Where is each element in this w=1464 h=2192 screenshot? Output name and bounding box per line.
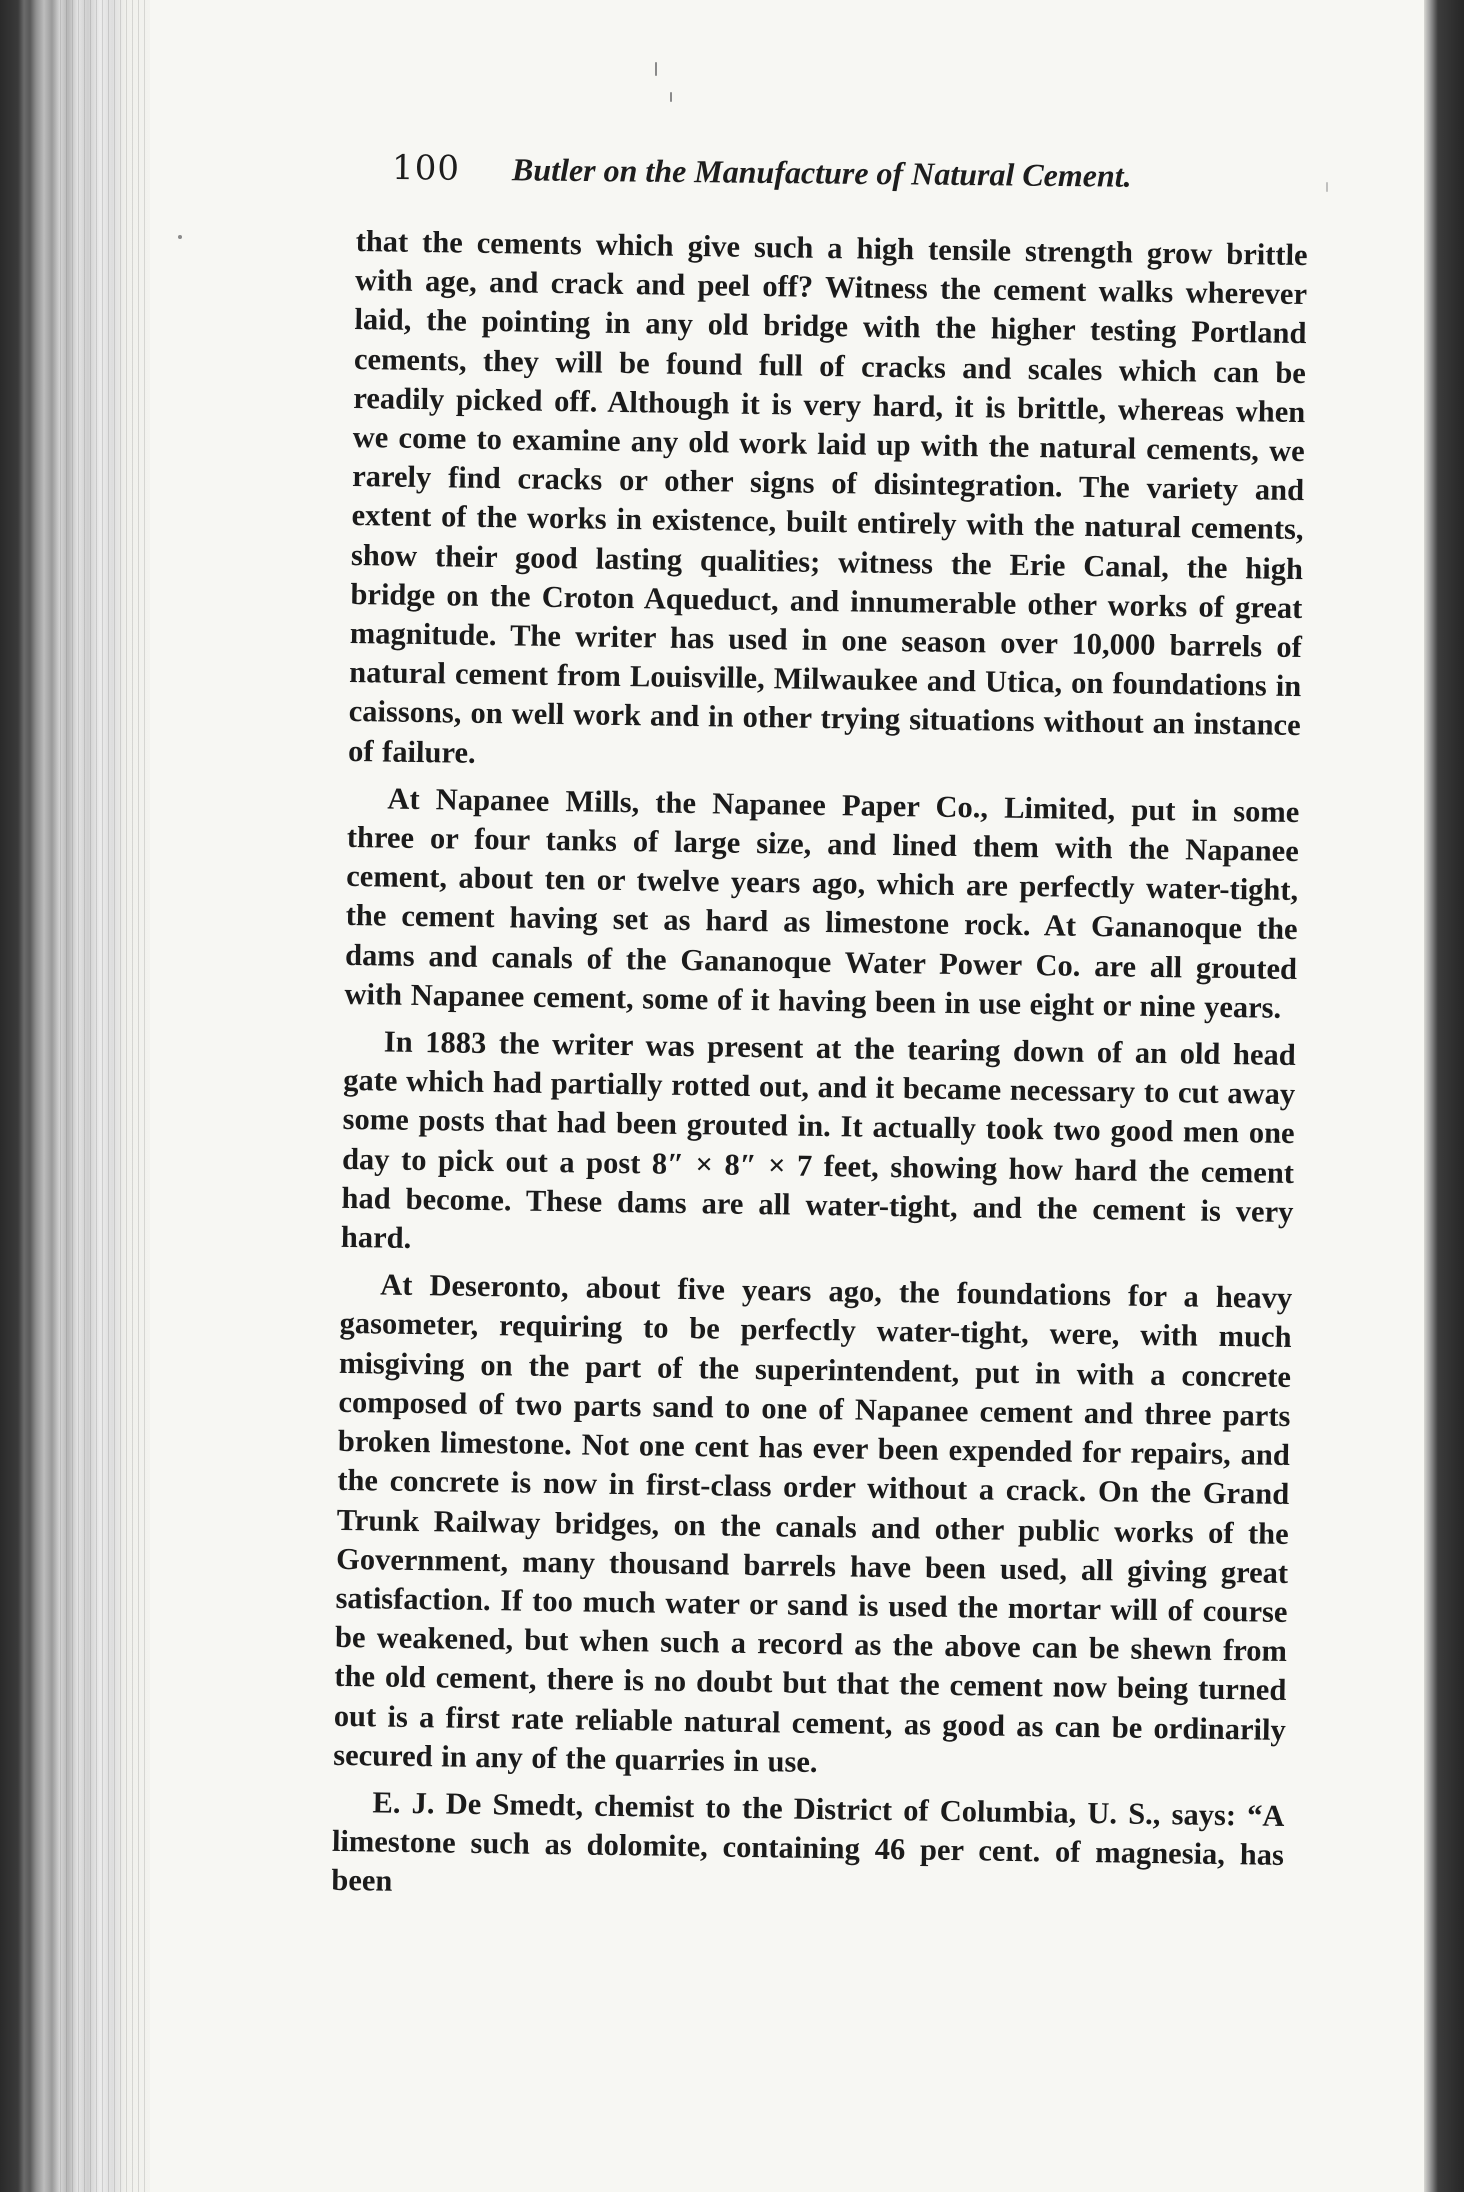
binding-page-edges bbox=[60, 0, 150, 2192]
running-title: Butler on the Manufacture of Natural Cement. bbox=[511, 151, 1132, 194]
body-text bbox=[331, 222, 1308, 1922]
adjacent-page-edge bbox=[1424, 0, 1464, 2192]
paragraph: In 1883 the writer was present at the tearing down of an old head gate which had partially rotted out, and it became necessary to cut away some posts that had been grouted in. It actually took two good men one day to pick out a post 8″ × 8″ × 7 feet, showing how hard the cement had become. These dams are all water-tight, and the cement is very hard. bbox=[340, 1024, 1296, 1256]
page-header bbox=[392, 148, 1302, 208]
paper-speck bbox=[1326, 182, 1328, 192]
paper-speck bbox=[178, 235, 182, 239]
paragraph: that the cements which give such a high tensile strength grow brittle with age, and crack and peel off? Witness the cement walks wherever laid, the pointing in any old bridge with the higher testing Portland cements, they will be found full of cracks and scales which can be readily picked off. Although it is very hard, it is brittle, whereas when we come to examine any old work laid up with the natural cements, we rarely find cracks or other signs of disintegration. The variety and extent of the works in existence, built entirely with the natural cements, show their good lasting qualities; witness the Erie Canal, the high bridge on the Croton Aqueduct, and innumerable other works of great magnitude. The writer has used in one season over 10,000 barrels of natural cement from Louisville, Milwaukee and Utica, on foundations in caissons, on well work and in other trying situations without an instance of failure. bbox=[347, 223, 1308, 770]
paragraph: At Napanee Mills, the Napanee Paper Co., Limited, put in some three or four tanks of large size, and lined them with the Napanee cement, about ten or twelve years ago, which are perfectly water-tight, the cement having set as hard as limestone rock. At Gananoque the dams and canals of the Gananoque Water Power Co. are all grouted with Napanee cement, some of it having been in use eight or nine years. bbox=[344, 781, 1300, 1025]
paragraph: At Deseronto, about five years ago, the foundations for a heavy gasometer, requiring to be perfectly water-tight, were, with much misgiving on the part of the superintendent, put in with a concrete composed of two parts sand to one of Napanee cement and three parts broken limestone. Not one cent has ever been expended for repairs, and the concrete is now in first-class order without a crack. On the Grand Trunk Railway bridges, on the canals and other public works of the Government, many thousand barrels have been used, all giving great satisfaction. If too much water or sand is used the mortar will of course be weakened, but when such a record as the above can be shewn from the old cement, there is no doubt but that the cement now being turned out is a first rate reliable natural cement, as good as can be ordinarily secured in any of the quarries in use. bbox=[333, 1267, 1293, 1779]
paragraph: E. J. De Smedt, chemist to the District of Columbia, U. S., says: “A limestone such as dolomite, containing 46 per cent. of magnesia, has been bbox=[331, 1785, 1285, 1899]
paper-speck bbox=[670, 92, 672, 102]
page-number: 100 bbox=[391, 148, 461, 189]
paper-speck bbox=[655, 62, 657, 76]
